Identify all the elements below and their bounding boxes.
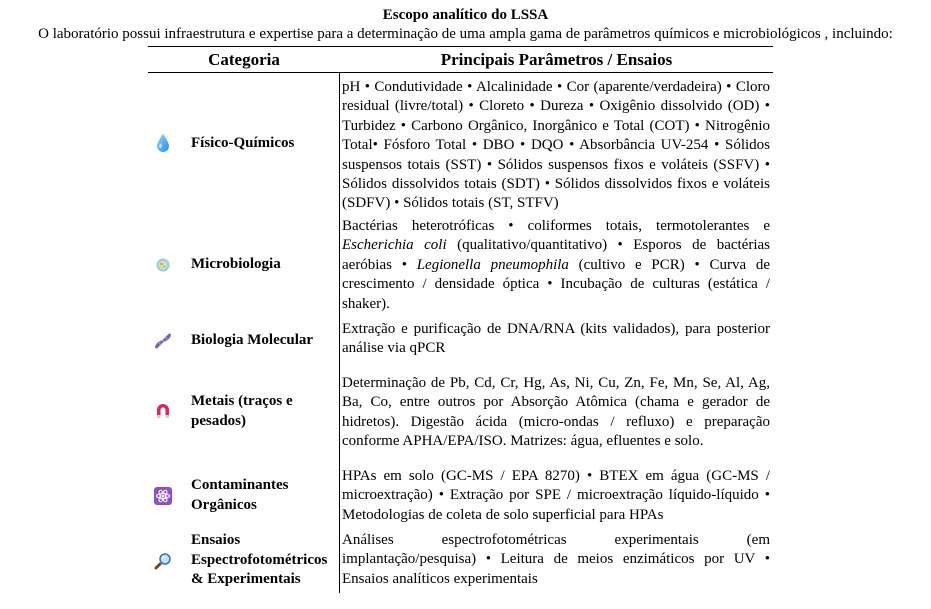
table-top-rule — [148, 46, 773, 47]
row-category: Físico-Químicos — [191, 135, 295, 151]
table-row — [148, 76, 773, 212]
row-parameters: pH • Condutividade • Alcalinidade • Cor (aparente/verdadeira) • Cloro residual (livre/total) • Cloreto • Dureza • Oxigênio dissolvido (OD) • Turbidez • Carbono Orgânico, Inorgânico e Total (COT) • Nitrogênio Total• Fósforo Total • DBO • DQO • Absorbância UV-254 • Sólidos suspensos totais (SST) • Sólidos suspensos fixos e voláteis (SSFV) • Sólidos dissolvidos totais (SDT) • Sólidos dissolvidos fixos e voláteis (SDFV) • Sólidos totais (ST, STFV) — [342, 79, 770, 212]
microbe-icon — [153, 255, 173, 275]
row-parameters: HPAs em solo (GC-MS / EPA 8270) • BTEX em água (GC-MS / microextração) • Extração por SPE / microextração líquido-líquido • Metodologias de coleta de solo superficial para HPAs — [342, 468, 770, 523]
row-parameters: Extração e purificação de DNA/RNA (kits validados), para posterior análise via qPCR — [342, 321, 770, 357]
table-row — [148, 465, 773, 527]
row-category: Metais (traços e pesados) — [191, 393, 293, 429]
italic-species-name: Escherichia coli — [342, 237, 447, 254]
dna-icon — [153, 331, 173, 351]
italic-species-name: Legionella pneumophila — [416, 256, 569, 273]
row-category: Contaminantes Orgânicos — [191, 477, 289, 513]
table-header-category: Categoria — [208, 50, 280, 69]
row-category: Ensaios Espectrofotométricos & Experimentais — [191, 532, 328, 587]
droplet-icon — [153, 133, 173, 153]
table-header-rule — [148, 72, 773, 73]
document-intro: O laboratório possui infraestrutura e expertise para a determinação de uma ampla gama de parâmetros químicos e microbiológicos , incluindo: — [38, 26, 893, 42]
table-row — [148, 372, 773, 452]
atom-icon — [153, 486, 173, 506]
table-row — [148, 215, 773, 315]
magnifying-glass-icon — [153, 551, 173, 571]
row-parameters: Bactérias heterotróficas • coliformes totais, termotolerantes e Escherichia coli (qualitativo/quantitativo) • Esporos de bactérias aeróbias • Legionella pneumophila (cultivo e PCR) • Curva de crescimento / densidade óptica • Incubação de culturas (estática / shaker). — [342, 218, 770, 312]
row-category: Biologia Molecular — [191, 332, 314, 348]
table-row — [148, 318, 773, 366]
row-category: Microbiologia — [191, 256, 281, 272]
row-parameters: Análises espectrofotométricas experimentais (em implantação/pesquisa) • Leitura de meios enzimáticos por UV • Ensaios analíticos experimentais — [342, 532, 770, 587]
document-title: Escopo analítico do LSSA — [382, 7, 549, 23]
row-parameters: Determinação de Pb, Cd, Cr, Hg, As, Ni, Cu, Zn, Fe, Mn, Se, Al, Ag, Ba, Co, entre outros por Absorção Atômica (chama e gerador de hidretos). Digestão ácida (micro-ondas / refluxo) e preparação conforme APHA/EPA/ISO. Matrizes: água, efluentes e solo. — [342, 375, 770, 450]
table-header-parameters: Principais Parâmetros / Ensaios — [440, 50, 673, 69]
table-row — [148, 531, 773, 593]
magnet-icon — [153, 401, 173, 421]
